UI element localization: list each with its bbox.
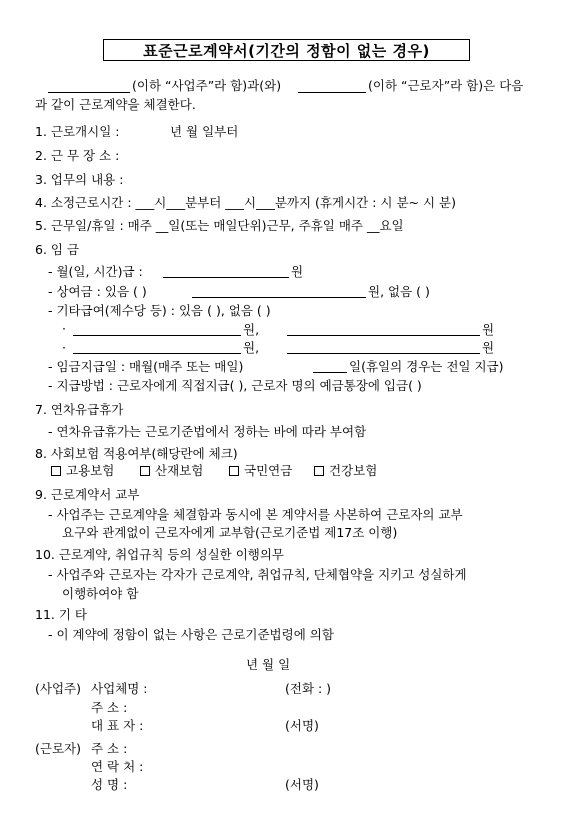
- intro-employer-text: (이하 “사업주”라 함)과(와): [132, 78, 282, 93]
- employer-role: (사업주): [35, 681, 81, 696]
- intro-line-2: 과 같이 근로계약을 체결한다.: [35, 97, 196, 112]
- worker-address: 주 소 :: [91, 741, 128, 756]
- payday-blank[interactable]: [313, 372, 347, 373]
- payment-method: - 지급방법 : 근로자에게 직접지급( ), 근로자 명의 예금통장에 입금( ): [48, 378, 422, 393]
- allowance-2a-blank[interactable]: [73, 353, 241, 354]
- contract-date: 년 월 일: [246, 657, 291, 672]
- payday-note: 일(휴일의 경우는 전일 지급): [349, 359, 504, 374]
- worker-name: 성 명 :: [91, 777, 128, 792]
- wage-monthly-unit: 원: [291, 264, 304, 279]
- allowance-1a-blank[interactable]: [73, 335, 241, 336]
- item-9-contract-delivery: 9. 근로계약서 교부: [35, 487, 140, 502]
- intro-worker-text: (이하 “근로자”라 함)은 다음: [368, 78, 524, 93]
- allowance-2a-unit: 원,: [243, 340, 260, 355]
- item-1-date-fields: 년 월 일부터: [170, 124, 239, 139]
- allowance-2b-blank[interactable]: [287, 353, 480, 354]
- employer-address: 주 소 :: [91, 700, 128, 715]
- wage-monthly-blank[interactable]: [163, 277, 289, 278]
- employer-company-name: 사업체명 :: [91, 681, 148, 696]
- item-11-detail: - 이 계약에 정함이 없는 사항은 근로기준법령에 의함: [48, 627, 334, 642]
- item-7-annual-leave: 7. 연차유급휴가: [35, 402, 124, 417]
- item-2-workplace: 2. 근 무 장 소 :: [35, 148, 120, 163]
- worker-role: (근로자): [35, 741, 81, 756]
- item-8-social-insurance: 8. 사회보험 적용여부(해당란에 체크): [35, 446, 238, 461]
- document-title-box: [103, 39, 470, 61]
- item-7-detail: - 연차유급휴가는 근로기준법에서 정하는 바에 따라 부여함: [48, 424, 367, 439]
- worker-contact: 연 락 처 :: [91, 759, 144, 774]
- document-title: 표준근로계약서(기간의 정함이 없는 경우): [143, 41, 430, 60]
- item-10-detail-1: - 사업주와 근로자는 각자가 근로계약, 취업규칙, 단체협약을 지키고 성실하게: [48, 567, 467, 582]
- other-allowance-label: - 기타급여(제수당 등) : 있음 ( ), 없음 ( ): [48, 303, 271, 318]
- checkbox-employment-insurance[interactable]: [51, 466, 61, 476]
- allowance-1b-blank[interactable]: [287, 335, 480, 336]
- wage-monthly-label: - 월(일, 시간)급 :: [48, 264, 143, 279]
- bonus-amount-blank[interactable]: [192, 297, 366, 298]
- checkbox-health-insurance[interactable]: [314, 466, 324, 476]
- checkbox-industrial-accident-insurance[interactable]: [140, 466, 150, 476]
- checkbox-national-pension[interactable]: [229, 466, 239, 476]
- item-3-job-description: 3. 업무의 내용 :: [35, 172, 124, 187]
- item-6-wages: 6. 임 금: [35, 242, 80, 257]
- allowance-bullet-2: ·: [62, 340, 66, 355]
- allowance-bullet-1: ·: [62, 321, 66, 336]
- worker-name-blank[interactable]: [298, 92, 366, 93]
- employer-name-blank[interactable]: [48, 92, 130, 93]
- label-industrial-accident-insurance: 산재보험: [155, 463, 204, 478]
- allowance-1a-unit: 원,: [243, 322, 260, 337]
- item-10-detail-2: 이행하여야 함: [62, 586, 139, 601]
- item-4-working-hours: 4. 소정근로시간 : ___시___분부터 ___시___분까지 (휴게시간 : 시 분~ 시 분): [35, 195, 456, 210]
- allowance-2b-unit: 원: [482, 340, 495, 355]
- label-employment-insurance: 고용보험: [66, 463, 115, 478]
- label-national-pension: 국민연금: [244, 463, 293, 478]
- item-11-other: 11. 기 타: [35, 607, 87, 622]
- bonus-none: 원, 없음 ( ): [368, 284, 430, 299]
- item-5-work-days: 5. 근무일/휴일 : 매주 __일(또는 매일단위)근무, 주휴일 매주 __요일: [35, 218, 404, 233]
- employer-representative: 대 표 자 :: [91, 718, 144, 733]
- payday-label: - 임금지급일 : 매월(매주 또는 매일): [48, 359, 244, 374]
- item-1-start-date: 1. 근로개시일 :: [35, 124, 120, 139]
- employer-phone: (전화 : ): [285, 681, 332, 696]
- bonus-label: - 상여금 : 있음 ( ): [48, 284, 147, 299]
- item-9-detail-2: 요구와 관계없이 근로자에게 교부함(근로기준법 제17조 이행): [62, 525, 398, 540]
- allowance-1b-unit: 원: [482, 322, 495, 337]
- item-10-obligations: 10. 근로계약, 취업규칙 등의 성실한 이행의무: [35, 547, 284, 562]
- worker-signature: (서명): [285, 777, 319, 792]
- item-9-detail-1: - 사업주는 근로계약을 체결함과 동시에 본 계약서를 사본하여 근로자의 교부: [48, 507, 463, 522]
- employer-signature: (서명): [285, 718, 319, 733]
- label-health-insurance: 건강보험: [329, 463, 378, 478]
